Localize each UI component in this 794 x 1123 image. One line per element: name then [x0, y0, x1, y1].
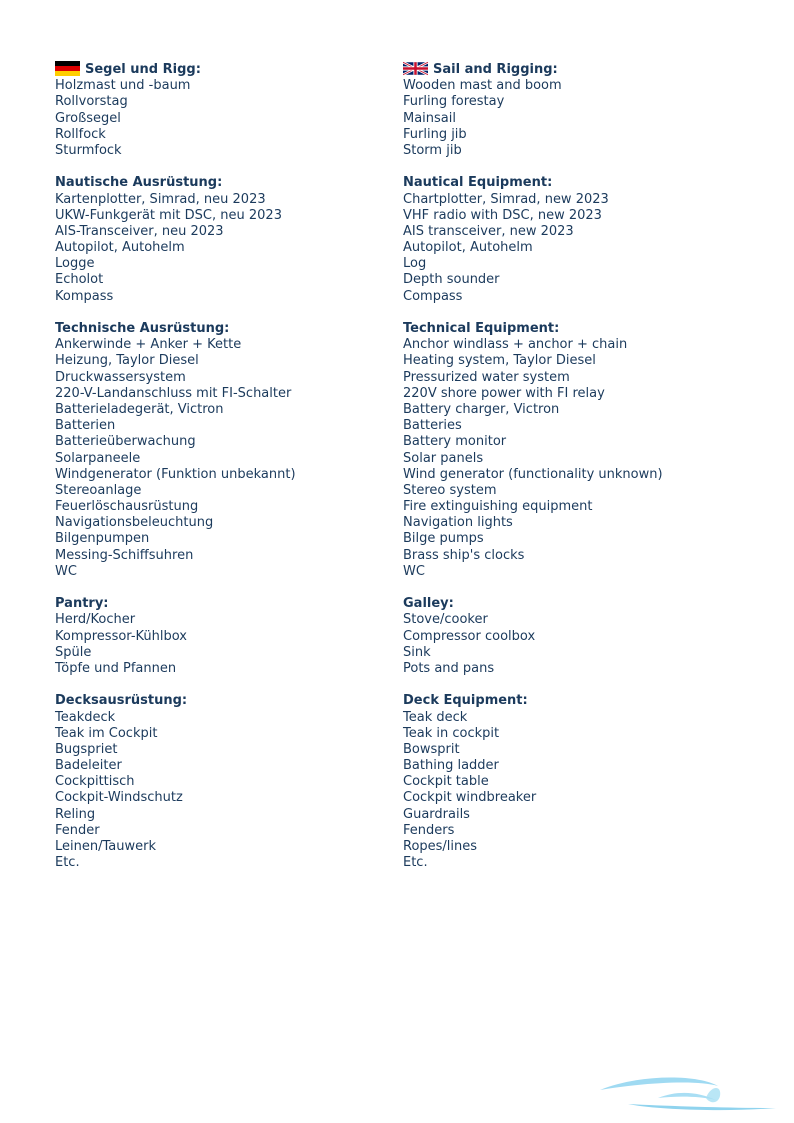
list-item: 220V shore power with FI relay [403, 385, 605, 401]
list-item: Fire extinguishing equipment [403, 499, 593, 515]
list-item: Holzmast und -baum [55, 78, 191, 94]
list-item: Sink [403, 644, 431, 660]
list-item: Badeleiter [55, 758, 122, 774]
germany-flag-icon [55, 61, 80, 76]
list-item: Kompass [55, 288, 114, 304]
section-heading-text: Galley: [403, 596, 454, 612]
list-item: Töpfe und Pfannen [55, 660, 177, 676]
list-item: Pressurized water system [403, 369, 570, 385]
german-section [55, 693, 395, 871]
list-item: Teak deck [403, 709, 468, 725]
list-item: Storm jib [403, 142, 462, 158]
english-section [403, 62, 743, 159]
list-item: Feuerlöschausrüstung [55, 499, 199, 515]
section-heading-text: Sail and Rigging: [433, 62, 558, 77]
list-item: WC [55, 563, 77, 579]
list-item: Ankerwinde + Anker + Kette [55, 337, 242, 353]
english-section [403, 321, 743, 580]
german-section-heading [55, 321, 395, 337]
list-item: Wooden mast and boom [403, 78, 562, 94]
german-section-heading [55, 175, 395, 191]
list-item: Rollvorstag [55, 94, 128, 110]
list-item: Cockpit table [403, 774, 489, 790]
list-item: Sturmfock [55, 142, 122, 158]
section-heading-text: Decksausrüstung: [55, 693, 188, 709]
list-item: Batteries [403, 418, 462, 434]
english-section-heading [403, 596, 743, 612]
section-heading-text: Nautical Equipment: [403, 175, 553, 191]
list-item: Bilge pumps [403, 531, 484, 547]
list-item: Pots and pans [403, 660, 495, 676]
list-item: Ropes/lines [403, 839, 478, 854]
list-item: Solarpaneele [55, 450, 141, 466]
uk-flag-icon [403, 61, 428, 76]
list-item: Windgenerator (Funktion unbekannt) [55, 466, 296, 482]
list-item: Stove/cooker [403, 612, 488, 628]
list-item: UKW-Funkgerät mit DSC, neu 2023 [55, 207, 282, 223]
list-item: Bowsprit [403, 741, 460, 757]
german-section [55, 175, 395, 305]
english-section [403, 596, 743, 677]
list-item: Bilgenpumpen [55, 531, 150, 547]
english-section [403, 693, 743, 871]
list-item: Teakdeck [55, 709, 116, 725]
list-item: 220-V-Landanschluss mit FI-Schalter [55, 385, 292, 401]
list-item: Stereo system [403, 482, 497, 498]
english-column [403, 62, 743, 888]
list-item: Teak in cockpit [403, 725, 500, 741]
list-item: Autopilot, Autohelm [403, 240, 533, 256]
list-item: Wind generator (functionality unknown) [403, 466, 663, 482]
english-section-heading [403, 62, 743, 78]
list-item: VHF radio with DSC, new 2023 [403, 207, 602, 223]
section-heading-text: Technische Ausrüstung: [55, 321, 230, 336]
list-item: Spüle [55, 644, 92, 660]
wave-logo-icon [598, 1076, 778, 1112]
list-item: Furling forestay [403, 94, 505, 110]
list-item: Mainsail [403, 110, 456, 126]
list-item: Etc. [403, 855, 428, 871]
list-item: Batterien [55, 418, 116, 434]
list-item: Fenders [403, 822, 455, 838]
list-item: Batterieladegerät, Victron [55, 401, 224, 417]
list-item: Log [403, 256, 427, 272]
list-item: Kompressor-Kühlbox [55, 628, 187, 644]
list-item: Autopilot, Autohelm [55, 240, 185, 256]
english-section-heading [403, 175, 743, 191]
list-item: Cockpit-Windschutz [55, 790, 183, 806]
section-heading-text: Segel und Rigg: [85, 62, 201, 77]
english-section-heading [403, 693, 743, 709]
list-item: Navigationsbeleuchtung [55, 515, 214, 531]
english-section [403, 175, 743, 305]
list-item: Stereoanlage [55, 482, 142, 498]
list-item: Leinen/Tauwerk [55, 839, 156, 854]
german-section [55, 321, 395, 580]
list-item: Echolot [55, 272, 104, 288]
list-item: Cockpittisch [55, 774, 135, 790]
list-item: Teak im Cockpit [55, 725, 158, 741]
list-item: Logge [55, 256, 95, 272]
list-item: WC [403, 563, 425, 579]
list-item: Herd/Kocher [55, 612, 136, 628]
list-item: Cockpit windbreaker [403, 790, 537, 806]
list-item: Bathing ladder [403, 758, 499, 774]
list-item: Messing-Schiffsuhren [55, 547, 194, 563]
list-item: Reling [55, 806, 96, 822]
section-heading-text: Technical Equipment: [403, 321, 560, 336]
list-item: Etc. [55, 855, 80, 871]
list-item: Battery monitor [403, 434, 507, 450]
list-item: Brass ship's clocks [403, 547, 525, 563]
german-section-heading [55, 62, 395, 78]
list-item: Druckwassersystem [55, 369, 186, 385]
english-section-heading [403, 321, 743, 337]
german-section [55, 596, 395, 677]
list-item: Bugspriet [55, 741, 118, 757]
list-item: AIS transceiver, new 2023 [403, 223, 574, 239]
german-section-heading [55, 693, 395, 709]
section-heading-text: Deck Equipment: [403, 693, 528, 709]
list-item: Heating system, Taylor Diesel [403, 353, 596, 369]
list-item: Guardrails [403, 806, 470, 822]
list-item: Chartplotter, Simrad, new 2023 [403, 191, 609, 207]
list-item: Depth sounder [403, 272, 500, 288]
list-item: Navigation lights [403, 515, 513, 531]
list-item: Großsegel [55, 110, 121, 126]
list-item: Heizung, Taylor Diesel [55, 353, 199, 369]
german-section-heading [55, 596, 395, 612]
list-item: Furling jib [403, 126, 467, 142]
section-heading-text: Pantry: [55, 596, 109, 612]
list-item: AIS-Transceiver, neu 2023 [55, 223, 224, 239]
section-heading-text: Nautische Ausrüstung: [55, 175, 223, 191]
list-item: Kartenplotter, Simrad, neu 2023 [55, 191, 266, 207]
list-item: Anchor windlass + anchor + chain [403, 337, 628, 353]
list-item: Solar panels [403, 450, 484, 466]
list-item: Battery charger, Victron [403, 401, 560, 417]
list-item: Compass [403, 288, 463, 304]
list-item: Fender [55, 822, 100, 838]
german-column [55, 62, 395, 888]
german-section [55, 62, 395, 159]
list-item: Rollfock [55, 126, 106, 142]
list-item: Compressor coolbox [403, 628, 536, 644]
list-item: Batterieüberwachung [55, 434, 196, 450]
